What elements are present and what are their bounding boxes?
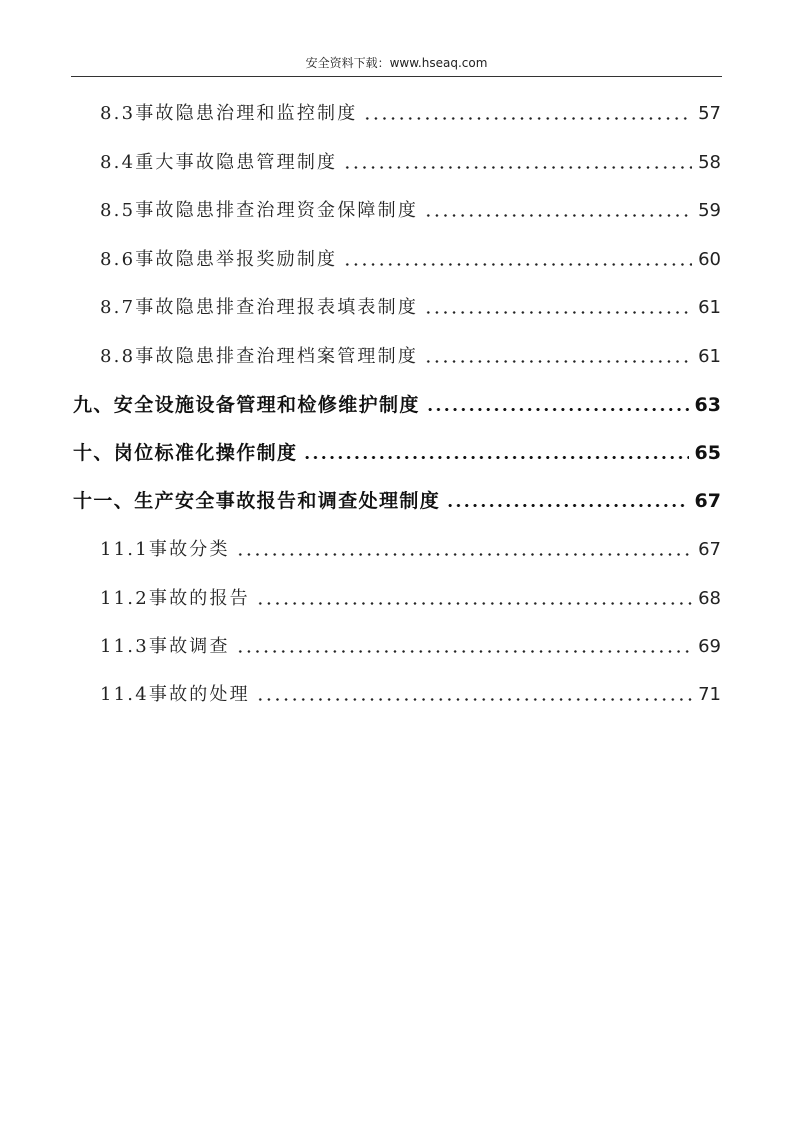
toc-entry-title: 十一、生产安全事故报告和调查处理制度 — [73, 490, 441, 512]
toc-entry-page: 61 — [698, 297, 721, 318]
toc-entry-page: 58 — [698, 152, 721, 173]
toc-entry-title: 8.4重大事故隐患管理制度 — [100, 152, 338, 173]
toc-entry-8-3[interactable] — [100, 96, 721, 126]
toc-leader-dots — [236, 650, 692, 653]
header-text: 安全资料下载：www.hseaq.com — [305, 56, 488, 70]
toc-leader-dots — [424, 311, 692, 314]
toc-entry-8-8[interactable] — [100, 339, 721, 369]
toc-entry-title: 11.4事故的处理 — [100, 684, 250, 705]
toc-entry-page: 59 — [698, 200, 721, 221]
toc-entry-page: 69 — [698, 636, 721, 657]
toc-entry-title: 8.8事故隐患排查治理档案管理制度 — [100, 346, 419, 367]
toc-leader-dots — [236, 553, 692, 556]
toc-entry-page: 67 — [694, 490, 721, 512]
toc-leader-dots — [343, 166, 692, 169]
toc-entry-11-3[interactable] — [100, 629, 721, 659]
toc-entry-page: 67 — [698, 539, 721, 560]
toc-entry-title: 11.2事故的报告 — [100, 588, 250, 609]
toc-entry-title: 十、岗位标准化操作制度 — [73, 442, 298, 464]
toc-leader-dots — [256, 602, 692, 605]
toc-entry-title: 8.6事故隐患举报奖励制度 — [100, 249, 338, 270]
toc-entry-page: 61 — [698, 346, 721, 367]
toc-entry-page: 68 — [698, 588, 721, 609]
toc-entry-page: 63 — [694, 394, 721, 416]
toc-leader-dots — [424, 214, 692, 217]
toc-entry-8-5[interactable] — [100, 193, 721, 223]
toc-leader-dots — [256, 698, 692, 701]
toc-entry-11-4[interactable] — [100, 677, 721, 707]
toc-leader-dots — [363, 117, 692, 120]
toc-entry-title: 8.7事故隐患排查治理报表填表制度 — [100, 297, 419, 318]
toc-entry-8-6[interactable] — [100, 242, 721, 272]
toc-entry-title: 8.5事故隐患排查治理资金保障制度 — [100, 200, 419, 221]
toc-entry-page: 65 — [694, 442, 721, 464]
toc-leader-dots — [303, 456, 688, 459]
toc-entry-8-7[interactable] — [100, 290, 721, 320]
toc-entry-chapter-9[interactable] — [73, 387, 721, 417]
toc-entry-chapter-11[interactable] — [73, 483, 721, 513]
toc-entry-page: 60 — [698, 249, 721, 270]
toc-leader-dots — [424, 360, 692, 363]
toc-leader-dots — [446, 504, 688, 507]
toc-entry-11-2[interactable] — [100, 581, 721, 611]
toc-entry-title: 11.3事故调查 — [100, 636, 230, 657]
toc-leader-dots — [426, 408, 689, 411]
toc-entry-page: 71 — [698, 684, 721, 705]
toc-entry-page: 57 — [698, 103, 721, 124]
toc-entry-title: 11.1事故分类 — [100, 539, 230, 560]
toc-leader-dots — [343, 263, 692, 266]
toc-entry-chapter-10[interactable] — [73, 435, 721, 465]
toc-entry-title: 九、安全设施设备管理和检修维护制度 — [73, 394, 420, 416]
toc-entry-title: 8.3事故隐患治理和监控制度 — [100, 103, 358, 124]
toc-entry-8-4[interactable] — [100, 145, 721, 175]
toc-entry-11-1[interactable] — [100, 532, 721, 562]
